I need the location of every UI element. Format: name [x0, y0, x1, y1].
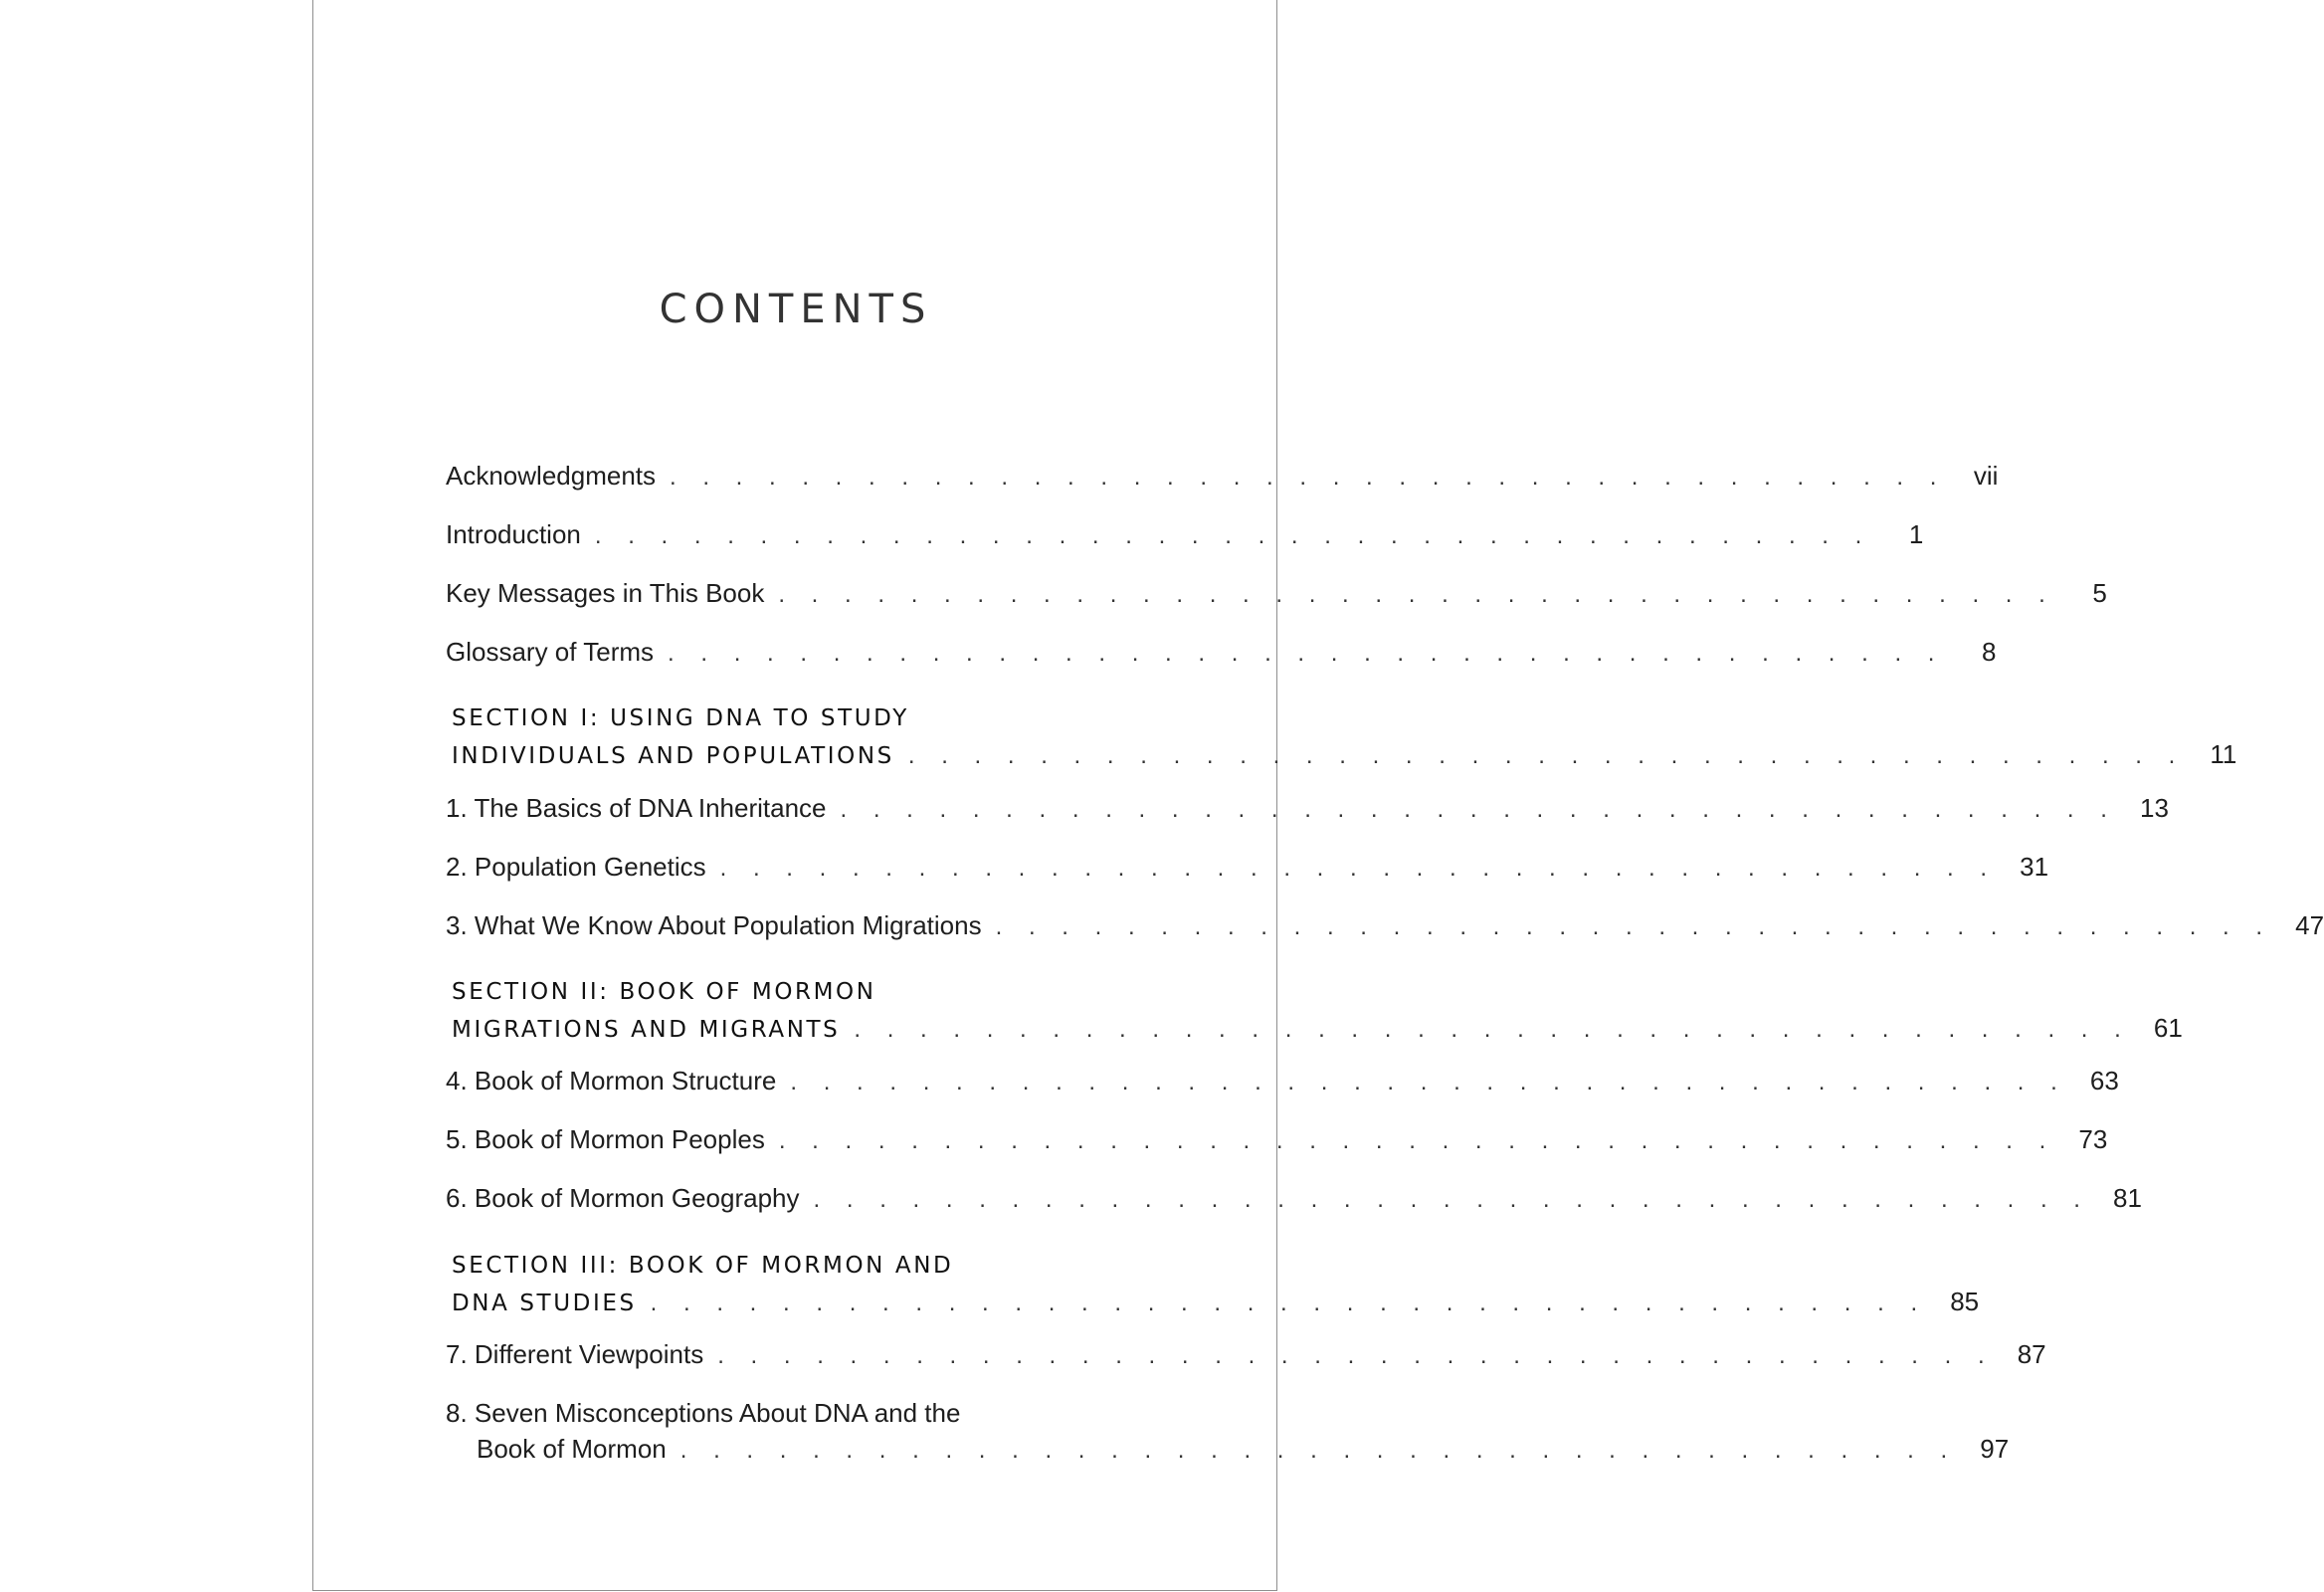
toc-entry-label: Key Messages in This Book: [446, 578, 765, 608]
dot-leader: . . . . . . . . . . . . . . . . . . . . . . . . . . . . . . . . . . . . . . .: [679, 1437, 1958, 1464]
toc-entry-chapter-2: [446, 849, 2049, 885]
toc-entry-chapter-6: [446, 1180, 2142, 1216]
dot-leader: . . . . . . . . . . . . . . . . . . . . . . . . . . . . . . . . . . . . . . .: [790, 1069, 2067, 1095]
toc-page-number: 73: [2078, 1124, 2108, 1154]
toc-section-3: [446, 1248, 1980, 1319]
toc-page-number: 31: [2020, 852, 2049, 882]
dot-leader: . . . . . . . . . . . . . . . . . . . . . . . . . . . . . . . . . . . . . . .: [778, 581, 2055, 608]
toc-page-number: 61: [2153, 1013, 2183, 1043]
toc-entry-chapter-5: [446, 1121, 2108, 1157]
page-title: CONTENTS: [659, 287, 933, 332]
section-heading-line: DNA STUDIES: [452, 1291, 637, 1316]
toc-entry-chapter-4: [446, 1063, 2119, 1098]
dot-leader: . . . . . . . . . . . . . . . . . . . . . . . . . . . . . . . . . . . . . . .: [719, 855, 1998, 882]
toc-page-number: 47: [2295, 910, 2324, 940]
toc-entry-label: Introduction: [446, 519, 581, 549]
toc-page-number: 97: [1980, 1434, 2010, 1464]
dot-leader: . . . . . . . . . . . . . . . . . . . . . . . . . . . . . . . . . . . . . . .: [813, 1186, 2090, 1213]
toc-page-number: vii: [1973, 461, 1999, 491]
toc-page-number: 63: [2089, 1066, 2119, 1095]
dot-leader: . . . . . . . . . . . . . . . . . . . . . . . . . . . . . . . . . . . . . . .: [717, 1342, 1995, 1369]
dot-leader: . . . . . . . . . . . . . . . . . . . . . . . . . . . . . . . . . . . . . . .: [840, 796, 2117, 823]
toc-page-number: 8: [1981, 637, 1997, 667]
toc-entry-chapter-3: [446, 907, 2324, 943]
toc-entry-label: Glossary of Terms: [446, 637, 655, 667]
toc-page-number: 11: [2210, 739, 2237, 769]
dot-leader: . . . . . . . . . . . . . . . . . . . . . . . . . . . . . . . . . . . . . . .: [907, 742, 2186, 769]
toc-entry-label: 7. Different Viewpoints: [446, 1339, 704, 1369]
section-heading-line: SECTION III: BOOK OF MORMON AND: [452, 1253, 954, 1279]
dot-leader: . . . . . . . . . . . . . . . . . . . . . . . . . . . . . . . . . . . . . . .: [854, 1016, 2131, 1043]
toc-entry-label: Acknowledgments: [446, 461, 656, 491]
toc-entry-chapter-8: [446, 1395, 2010, 1467]
toc-entry-label: 5. Book of Mormon Peoples: [446, 1124, 765, 1154]
dot-leader: . . . . . . . . . . . . . . . . . . . . . . . . . . . . . . . . . . . . . . .: [778, 1127, 2056, 1154]
toc-entry-glossary: [446, 634, 1997, 670]
toc-entry-label: 4. Book of Mormon Structure: [446, 1066, 777, 1095]
toc-entry-label: 8. Seven Misconceptions About DNA and the: [446, 1398, 961, 1428]
toc-page-number: 87: [2017, 1339, 2046, 1369]
dot-leader: . . . . . . . . . . . . . . . . . . . . . . . . . . . . . . . . . . . . . . .: [995, 913, 2273, 940]
toc-entry-label: 1. The Basics of DNA Inheritance: [446, 793, 827, 823]
toc-page-number: 5: [2092, 578, 2107, 608]
toc-entry-chapter-1: [446, 790, 2169, 826]
toc-entry-chapter-7: [446, 1336, 2046, 1372]
dot-leader: . . . . . . . . . . . . . . . . . . . . . . . . . . . . . . . . . . . . . . .: [670, 464, 1947, 491]
toc-entry-key-messages: [446, 575, 2107, 611]
toc-page-number: 13: [2140, 793, 2169, 823]
toc-entry-label: 6. Book of Mormon Geography: [446, 1183, 800, 1213]
section-heading-line: MIGRATIONS AND MIGRANTS: [452, 1017, 841, 1043]
toc-entry-label: 3. What We Know About Population Migrations: [446, 910, 982, 940]
toc-section-2: [446, 974, 2183, 1046]
section-heading-line: SECTION II: BOOK OF MORMON: [452, 979, 876, 1005]
toc-entry-label-continued: Book of Mormon: [477, 1434, 667, 1464]
dot-leader: . . . . . . . . . . . . . . . . . . . . . . . . . . . . . . . . . . . . . . .: [650, 1290, 1928, 1316]
toc-entry-label: 2. Population Genetics: [446, 852, 706, 882]
toc-page-number: 81: [2113, 1183, 2142, 1213]
toc-entry-acknowledgments: [446, 458, 1999, 494]
section-heading-line: INDIVIDUALS AND POPULATIONS: [452, 743, 894, 769]
toc-page-number: 1: [1908, 519, 1924, 549]
dot-leader: . . . . . . . . . . . . . . . . . . . . . . . . . . . . . . . . . . . . . . .: [594, 522, 1872, 549]
toc-entry-introduction: [446, 516, 1924, 552]
toc-page-number: 85: [1950, 1287, 1980, 1316]
dot-leader: . . . . . . . . . . . . . . . . . . . . . . . . . . . . . . . . . . . . . . .: [668, 640, 1945, 667]
toc-section-1: [446, 700, 2237, 772]
section-heading-line: SECTION I: USING DNA TO STUDY: [452, 705, 909, 731]
